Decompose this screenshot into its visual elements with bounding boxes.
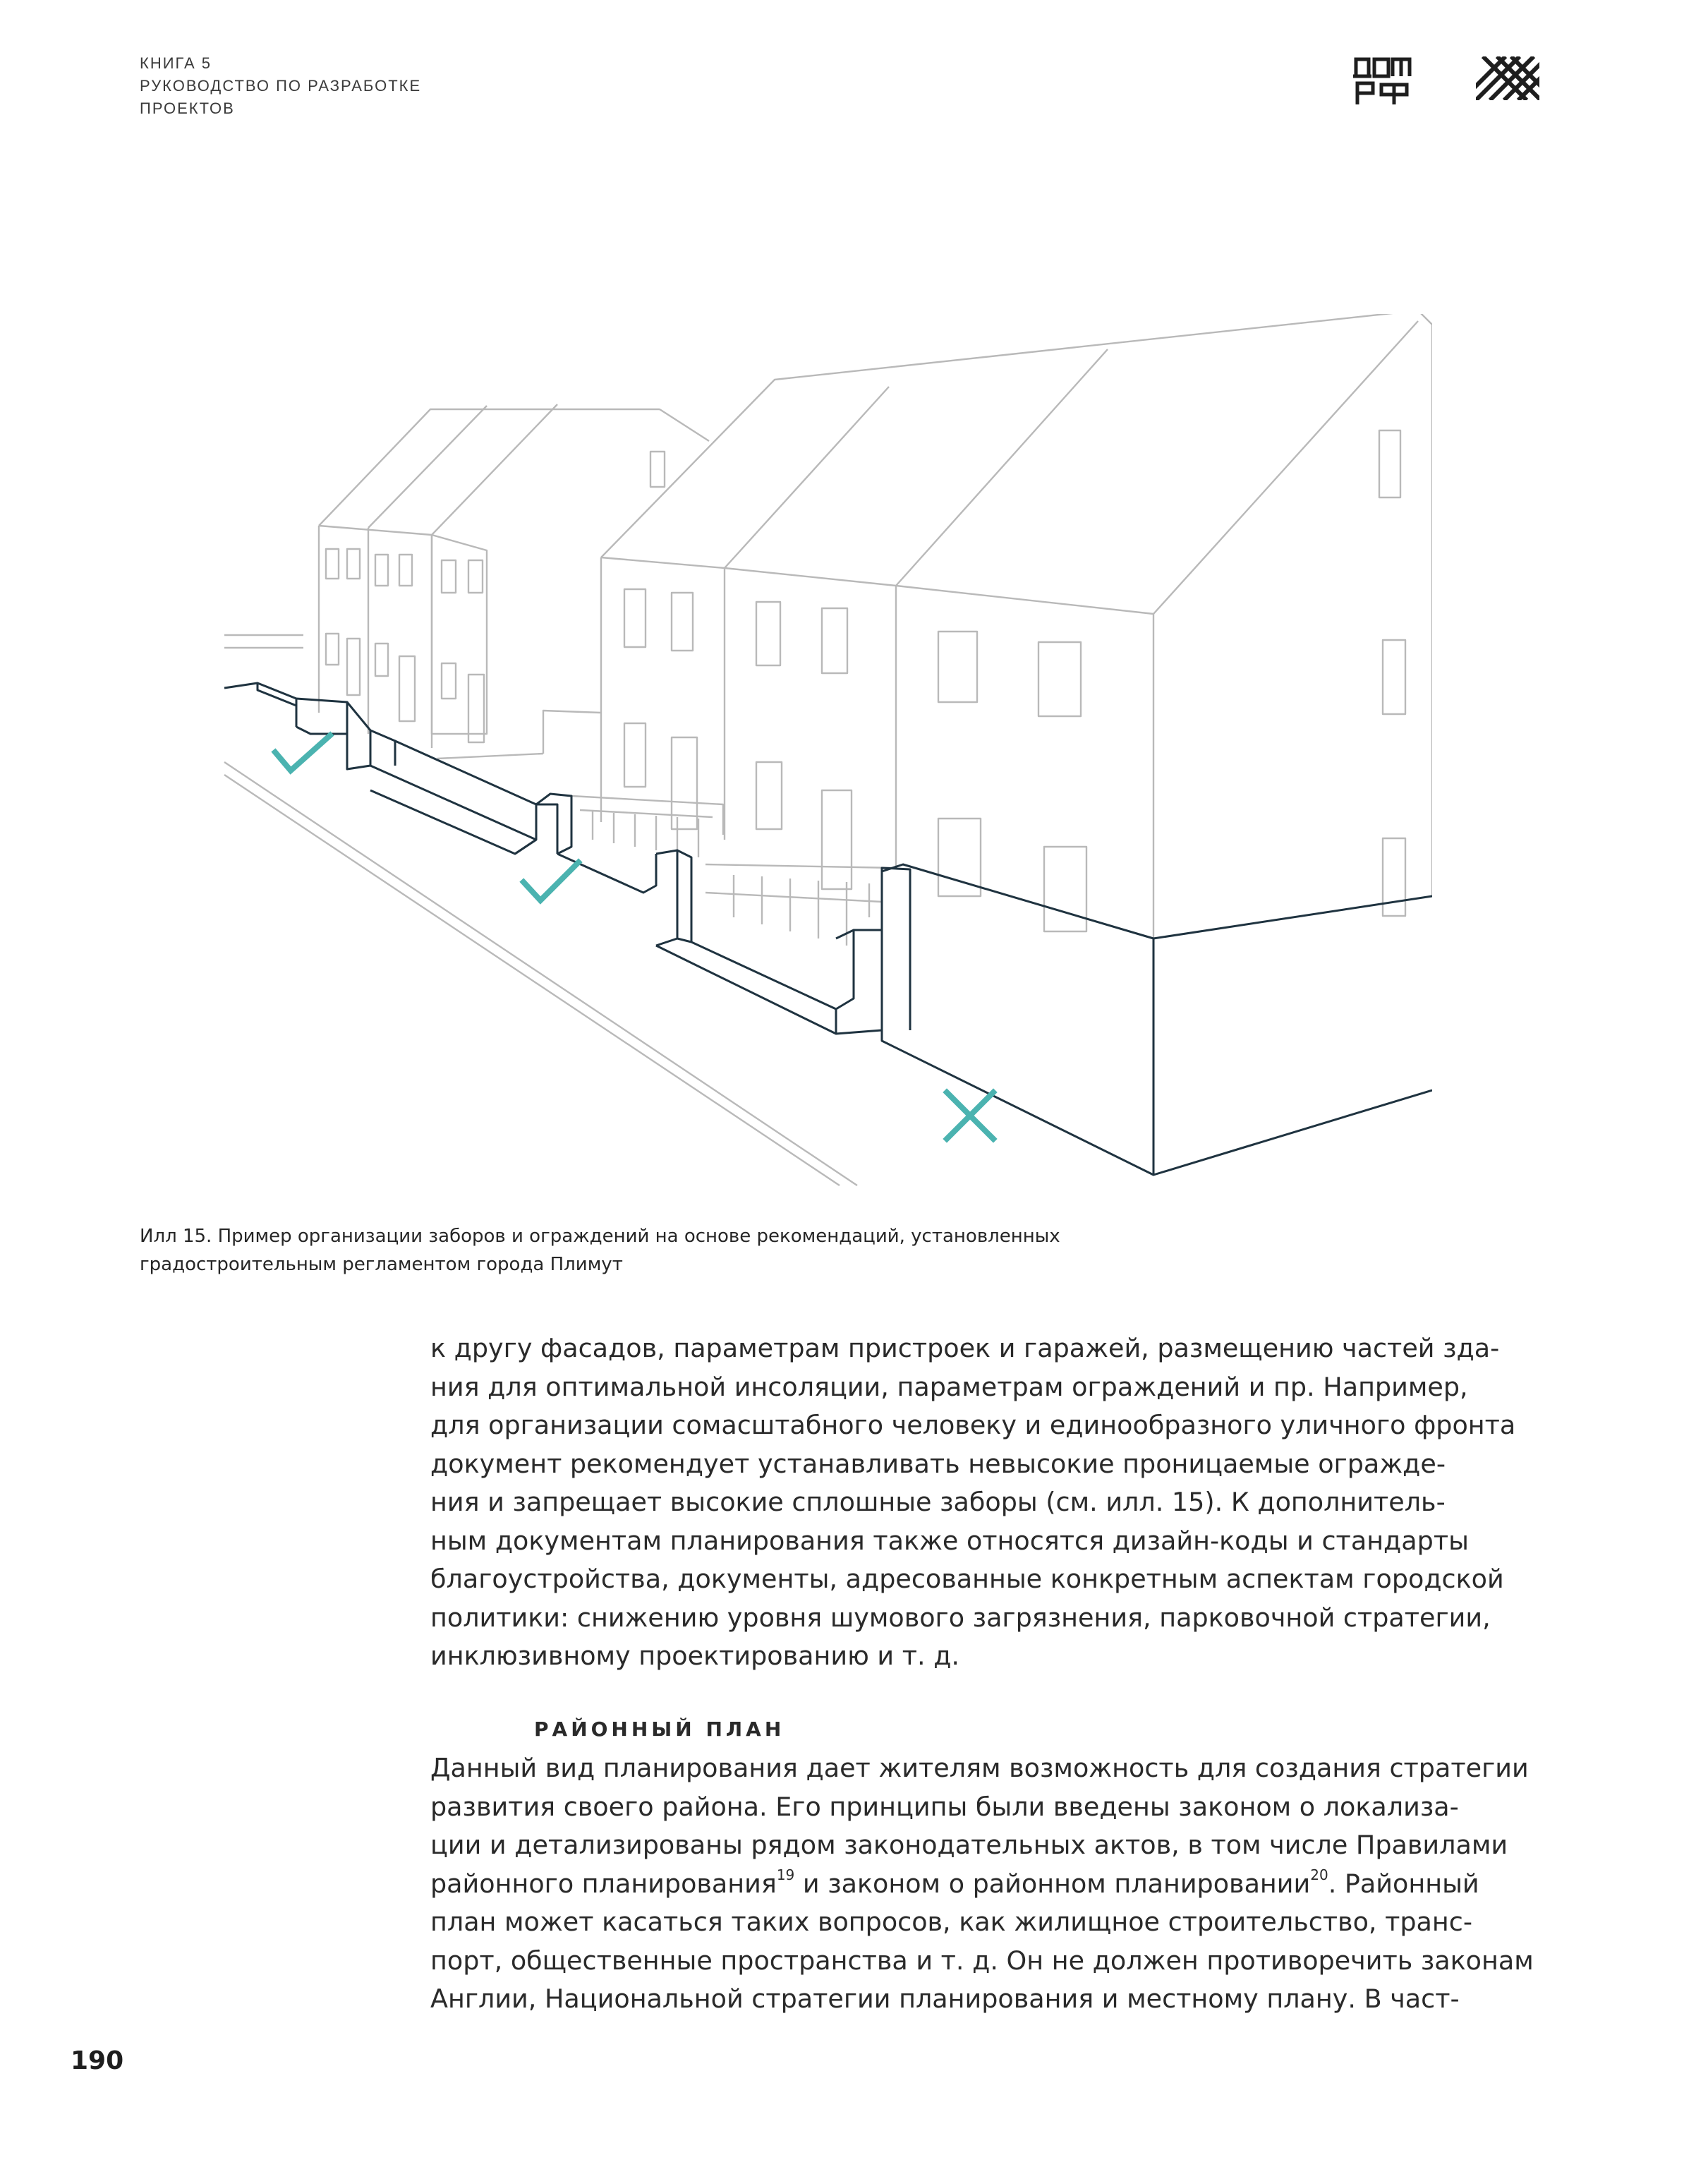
text-line: ния для оптимальной инсоляции, параметрам ограждений и пр. Например, <box>430 1371 1468 1402</box>
text-line: к другу фасадов, параметрам пристроек и гаражей, размещению частей зда- <box>430 1333 1500 1363</box>
text-line: ния и запрещает высокие сплошные заборы (см. илл. 15). К дополнитель- <box>430 1487 1446 1517</box>
dom-rf-logo-icon <box>1353 55 1412 106</box>
page-number: 190 <box>71 2046 124 2075</box>
text-line: ным документам планирования также относятся дизайн-коды и стандарты <box>430 1525 1469 1556</box>
text-line-with-footnotes <box>430 1865 1587 1904</box>
running-head-line: ПРОЕКТОВ <box>140 99 235 117</box>
running-head-line: РУКОВОДСТВО ПО РАЗРАБОТКЕ <box>140 77 422 95</box>
diagonal-pattern-logo-icon <box>1476 56 1539 100</box>
fence-illustration <box>219 314 1432 1189</box>
text-line: инклюзивному проектированию и т. д. <box>430 1641 960 1671</box>
footnote-ref[interactable]: 20 <box>1310 1866 1328 1884</box>
figure-caption <box>140 1222 1268 1279</box>
text-line: политики: снижению уровня шумового загрязнения, парковочной стратегии, <box>430 1602 1491 1633</box>
text-line: развития своего района. Его принципы были введены законом о локализа- <box>430 1791 1459 1822</box>
text-line: Данный вид планирования дает жителям возможность для создания стратегии <box>430 1753 1529 1783</box>
section-heading: РАЙОННЫЙ ПЛАН <box>534 1718 785 1741</box>
section-paragraph <box>430 1749 1587 2019</box>
text-fragment: и законом о районном планировании <box>794 1868 1311 1899</box>
check-icon <box>275 735 330 771</box>
caption-line: Илл 15. Пример организации заборов и ограждений на основе рекомендаций, установленных <box>140 1226 1060 1247</box>
text-fragment: районного планирования <box>430 1868 777 1899</box>
running-head <box>140 52 421 120</box>
text-line: для организации сомасштабного человеку и единообразного уличного фронта <box>430 1410 1516 1440</box>
running-head-line: КНИГА 5 <box>140 54 212 72</box>
text-line: документ рекомендует устанавливать невысокие проницаемые огражде- <box>430 1448 1446 1479</box>
cross-icon <box>947 1092 993 1139</box>
body-paragraph <box>430 1329 1587 1676</box>
caption-line: градостроительным регламентом города Плимут <box>140 1254 623 1275</box>
footnote-ref[interactable]: 19 <box>776 1866 795 1884</box>
text-line: благоустройства, документы, адресованные конкретным аспектам городской <box>430 1564 1504 1594</box>
text-line: Англии, Национальной стратегии планирования и местному плану. В част- <box>430 1984 1460 2014</box>
text-line: ции и детализированы рядом законодательных актов, в том числе Правилами <box>430 1830 1508 1860</box>
check-icon <box>523 862 579 900</box>
text-line: порт, общественные пространства и т. д. Он не должен противоречить законам <box>430 1945 1534 1976</box>
text-fragment: . Районный <box>1328 1868 1479 1899</box>
text-line: план может касаться таких вопросов, как жилищное строительство, транс- <box>430 1907 1473 1937</box>
